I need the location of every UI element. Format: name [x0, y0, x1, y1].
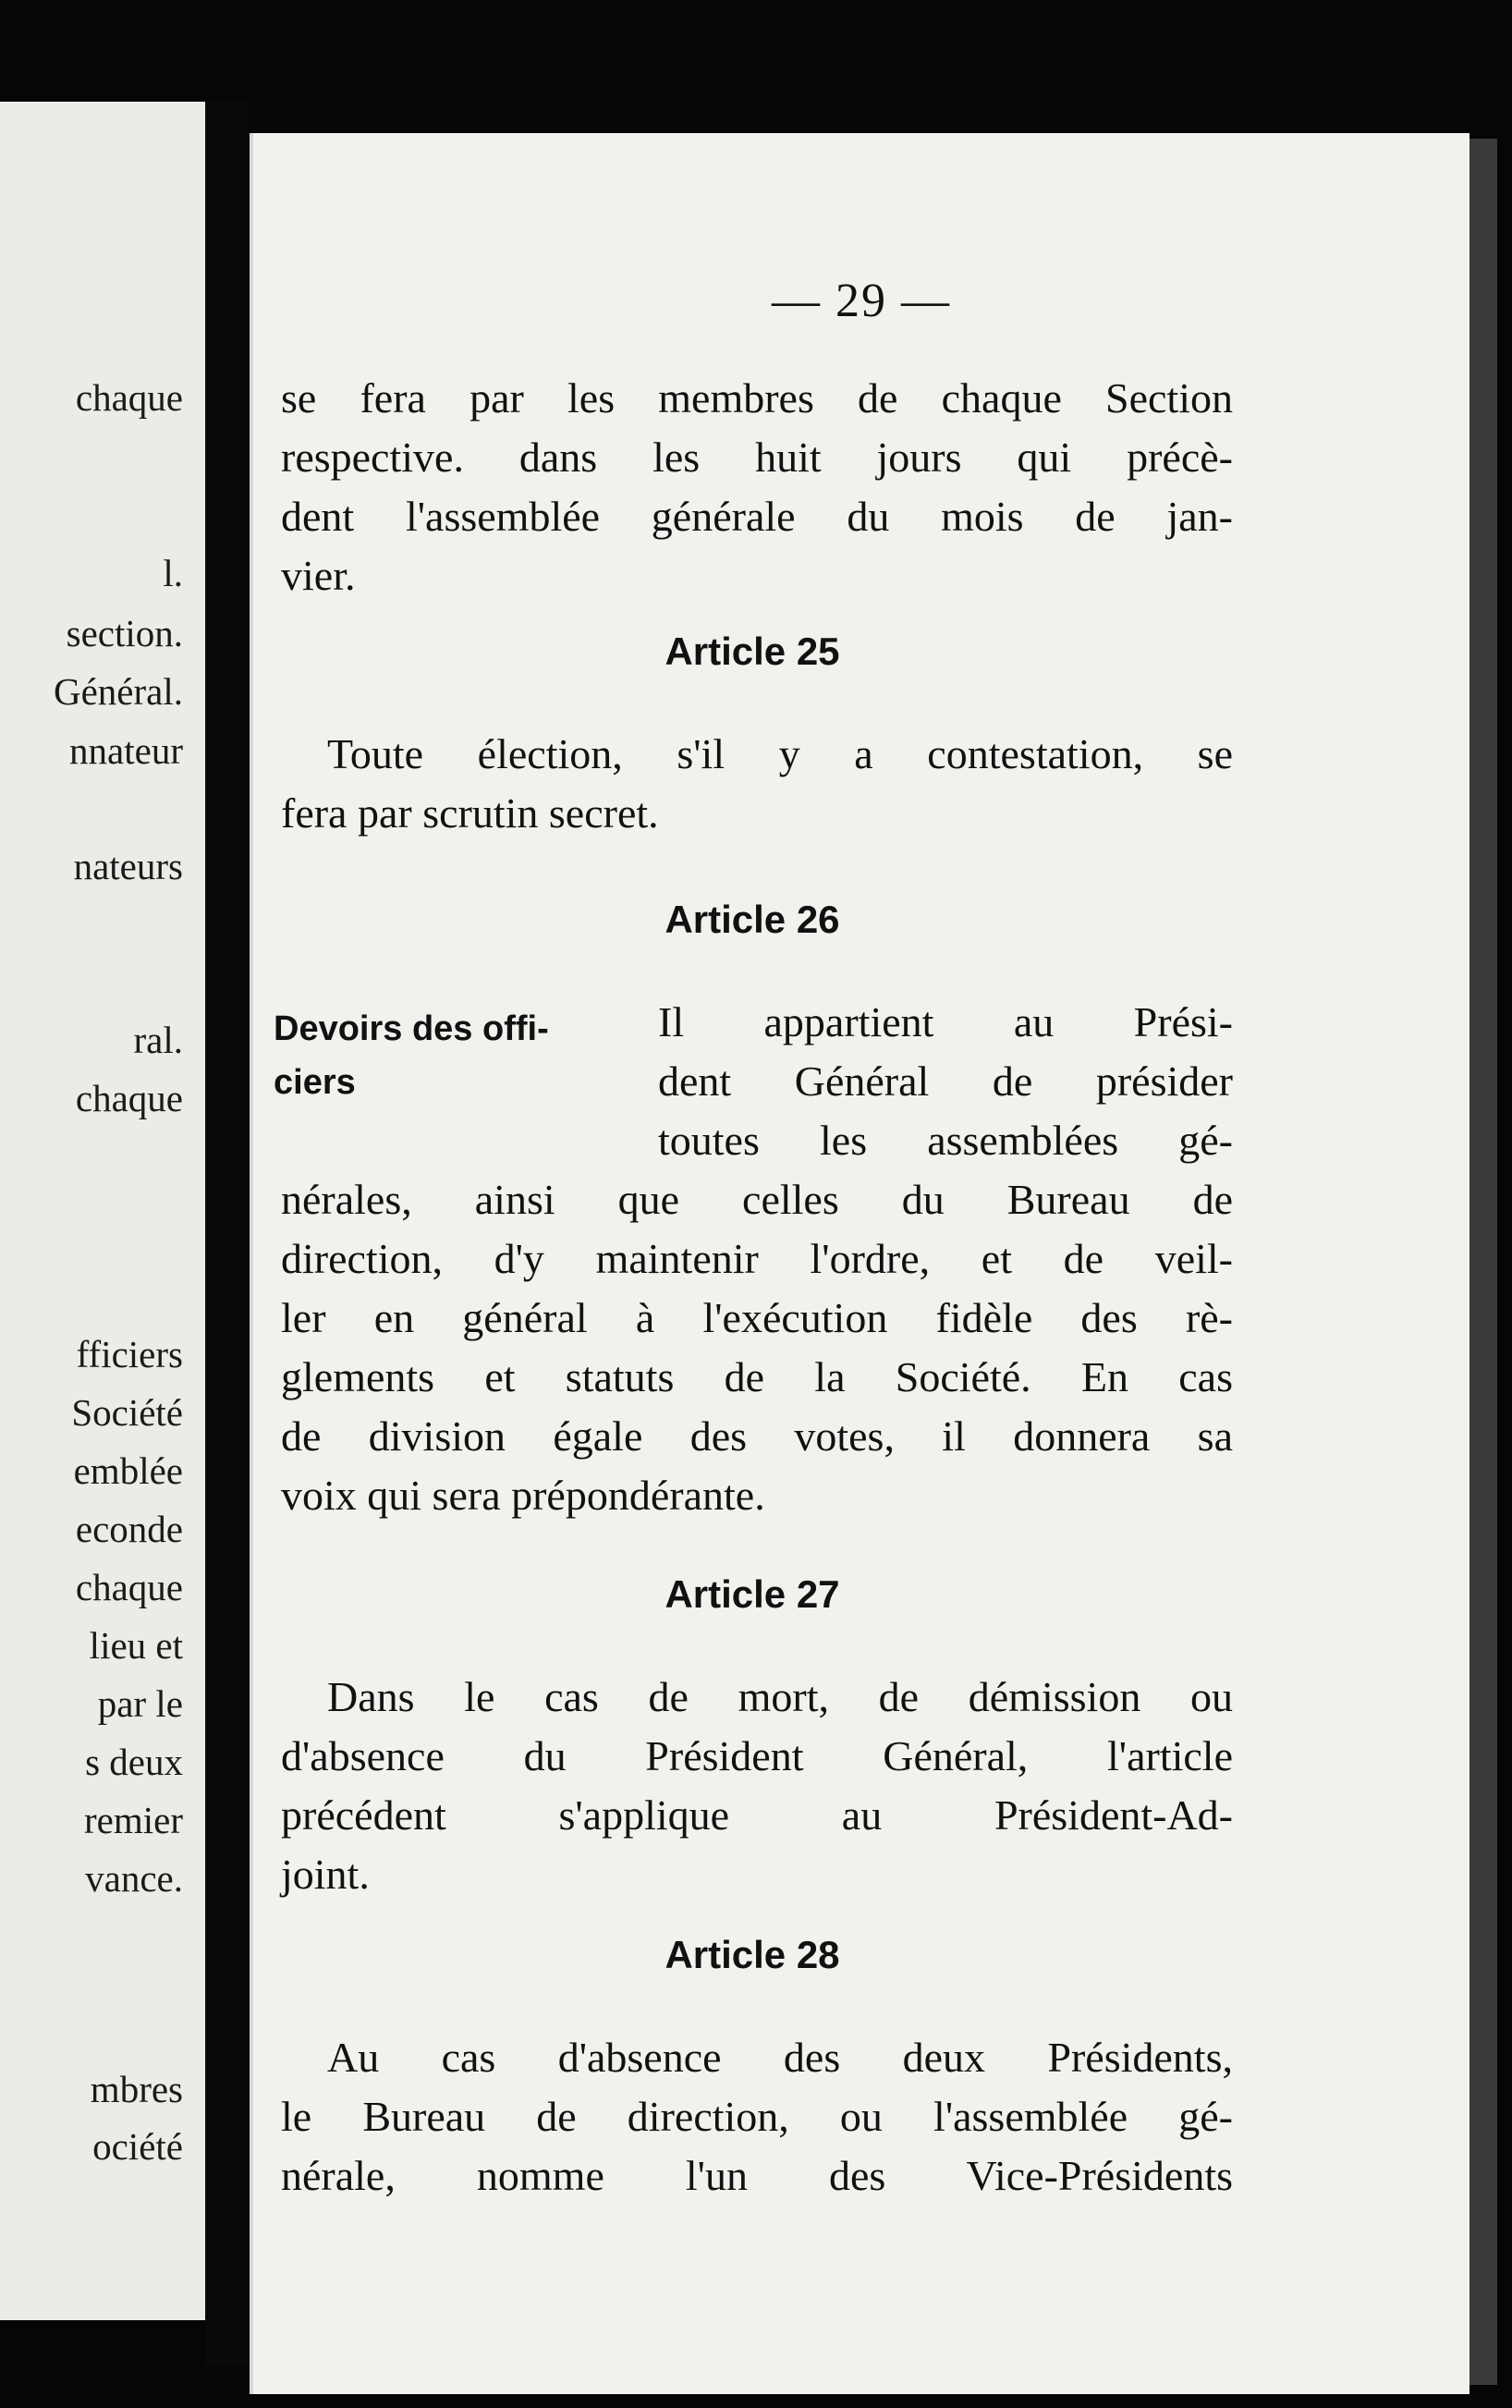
article-27-heading: Article 27 [665, 1572, 840, 1616]
text-line: Il appartient au Prési- [658, 998, 1233, 1045]
left-page-line: nateurs [73, 845, 183, 887]
text-line: direction, d'y maintenir l'ordre, et de veil- [281, 1235, 1233, 1282]
left-page-line: par le [97, 1682, 183, 1725]
text-line: Dans le cas de mort, de démission ou [327, 1673, 1233, 1720]
left-page-line: Société [71, 1391, 183, 1434]
left-page-line: nnateur [69, 729, 183, 772]
left-page-line: s deux [85, 1741, 183, 1783]
left-page-line: emblée [73, 1449, 183, 1492]
article-26-body [281, 1170, 1233, 1525]
left-page-line: chaque [75, 1566, 183, 1608]
left-page-line: vance. [85, 1857, 183, 1900]
text-line: vier. [281, 552, 356, 599]
text-line: précédent s'applique au Président-Ad- [281, 1791, 1233, 1839]
page-number: — 29 — [772, 275, 951, 327]
left-page-line: ral. [133, 1019, 183, 1061]
text-line: joint. [281, 1851, 370, 1898]
left-page-line: section. [66, 612, 183, 654]
text-line: ler en général à l'exécution fidèle des rè- [281, 1294, 1233, 1341]
article-25-body [281, 725, 1233, 843]
previous-page-fragment [0, 102, 205, 2320]
left-page-line: ociété [92, 2125, 183, 2168]
left-page-line: lieu et [89, 1624, 183, 1667]
text-line: dent l'assemblée générale du mois de jan- [281, 493, 1233, 540]
page-29 [250, 133, 1469, 2394]
text-line: nérales, ainsi que celles du Bureau de [281, 1176, 1233, 1223]
text-line: d'absence du Président Général, l'article [281, 1732, 1233, 1779]
left-page-line: fficiers [76, 1333, 183, 1375]
left-page-line: chaque [75, 376, 183, 419]
margin-note-line: Devoirs des offi- [274, 1009, 549, 1048]
article-28-heading: Article 28 [665, 1933, 840, 1976]
text-line: voix qui sera prépondérante. [281, 1472, 765, 1519]
text-line: dent Général de présider [658, 1057, 1233, 1105]
left-page-line: econde [75, 1508, 183, 1550]
text-line: respective. dans les huit jours qui précè- [281, 434, 1233, 481]
left-page-line: remier [84, 1799, 183, 1841]
margin-note-line: ciers [274, 1063, 356, 1102]
article-27-body [281, 1668, 1233, 1904]
text-line: se fera par les membres de chaque Section [281, 374, 1233, 422]
text-line: fera par scrutin secret. [281, 789, 659, 837]
text-line: le Bureau de direction, ou l'assemblée gé- [281, 2093, 1233, 2140]
book-gutter [205, 102, 248, 2366]
margin-note [274, 1002, 606, 1109]
article-26-indented-lines [658, 993, 1233, 1170]
left-page-line: chaque [75, 1077, 183, 1119]
text-line: de division égale des votes, il donnera sa [281, 1412, 1233, 1460]
page-edge [1469, 139, 1497, 2385]
text-line: Toute élection, s'il y a contestation, se [327, 730, 1233, 777]
left-page-line: mbres [90, 2068, 183, 2110]
text-line: nérale, nomme l'un des Vice-Présidents [281, 2152, 1233, 2199]
article-28-body [281, 2028, 1233, 2206]
article-25-heading: Article 25 [665, 630, 840, 673]
article-26-heading: Article 26 [665, 898, 840, 941]
left-page-line: l. [163, 552, 183, 594]
text-line: glements et statuts de la Société. En cas [281, 1353, 1233, 1400]
text-line: Au cas d'absence des deux Présidents, [327, 2034, 1233, 2081]
intro-paragraph [281, 369, 1233, 605]
text-line: toutes les assemblées gé- [658, 1117, 1233, 1164]
left-page-line: Général. [54, 670, 183, 713]
